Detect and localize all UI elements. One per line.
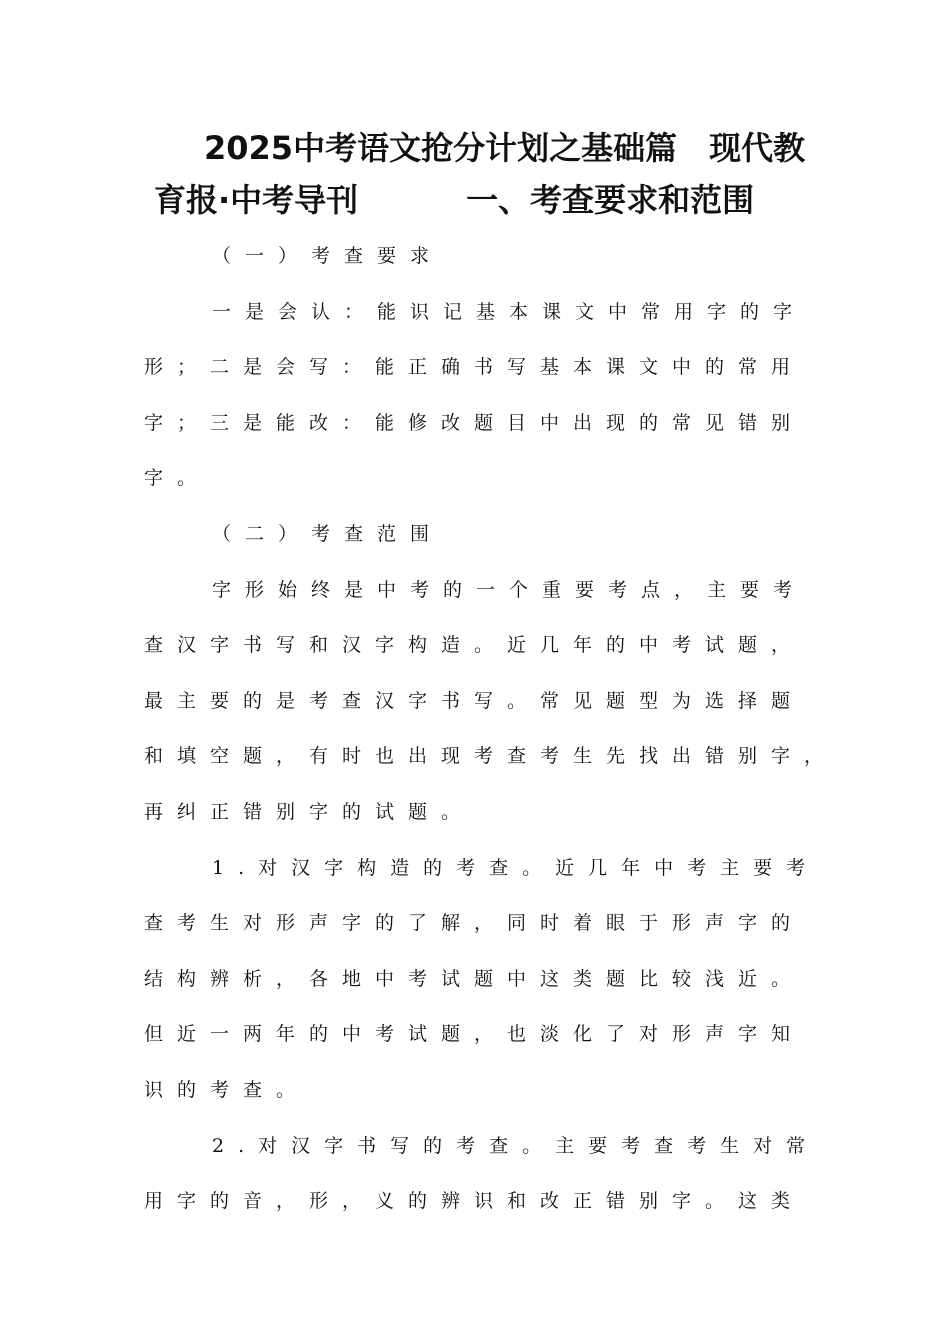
paragraph-line: 字。 bbox=[144, 467, 211, 489]
paragraph-line: 查考生对形声字的了解，同时着眼于形声字的 bbox=[144, 912, 805, 934]
subheading-scope: （二）考查范围 bbox=[212, 523, 444, 545]
paragraph-line: 字形始终是中考的一个重要考点，主要考 bbox=[212, 579, 807, 601]
paragraph-line: 2.对汉字书写的考查。主要考查考生对常 bbox=[212, 1135, 820, 1157]
paragraph-line: 查汉字书写和汉字构造。近几年的中考试题， bbox=[144, 634, 805, 656]
paragraph-line: 和填空题，有时也出现考查考生先找出错别字， bbox=[144, 745, 838, 767]
paragraph-line: 再纠正错别字的试题。 bbox=[144, 801, 475, 823]
paragraph-line: 形；二是会写：能正确书写基本课文中的常用 bbox=[144, 356, 805, 378]
paragraph-line: 一是会认：能识记基本课文中常用字的字 bbox=[212, 301, 807, 323]
section-heading-1: 一、考查要求和范围 bbox=[466, 181, 755, 219]
title-source: 育报·中考导刊 bbox=[154, 181, 359, 219]
paragraph-line: 结构辨析，各地中考试题中这类题比较浅近。 bbox=[144, 968, 805, 990]
title-line-1: 2025中考语文抢分计划之基础篇 现代教 bbox=[204, 129, 806, 167]
title-line-2 bbox=[120, 174, 880, 226]
paragraph-line: 1.对汉字构造的考查。近几年中考主要考 bbox=[212, 857, 820, 879]
paragraph-line: 最主要的是考查汉字书写。常见题型为选择题 bbox=[144, 690, 805, 712]
paragraph-line: 用字的音，形，义的辨识和改正错别字。这类 bbox=[144, 1190, 805, 1212]
paragraph-line: 但近一两年的中考试题，也淡化了对形声字知 bbox=[144, 1023, 805, 1045]
subheading-requirements: （一）考查要求 bbox=[212, 245, 444, 267]
document-title bbox=[120, 122, 880, 226]
paragraph-line: 字；三是能改：能修改题目中出现的常见错别 bbox=[144, 412, 805, 434]
paragraph-line: 识的考查。 bbox=[144, 1079, 310, 1101]
